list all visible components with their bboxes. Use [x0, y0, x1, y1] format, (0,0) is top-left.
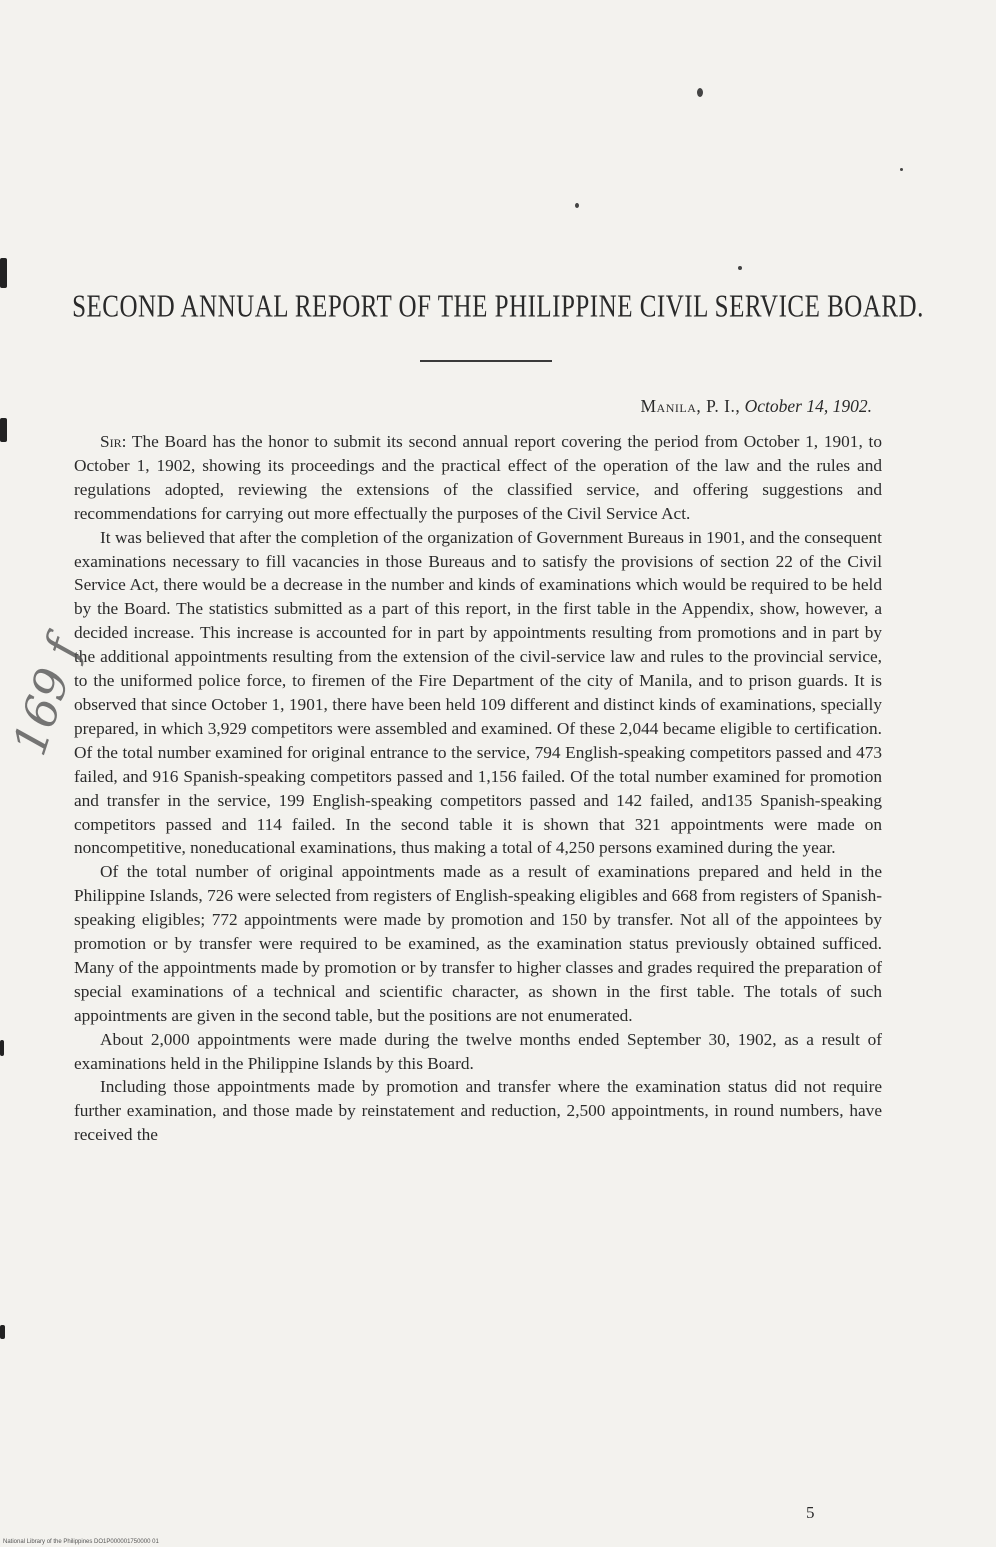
- paragraph-text: The Board has the honor to submit its second annual report covering the period from October 1, 1901, to October 1, 1902, showing its proceedings and the practical effect of the operation of the law and the rules and regulations adopted, reviewing the extensions of the classified service, and offering suggestions and recommendations for carrying out more effectually the purposes of the Civil Service Act.: [74, 432, 882, 523]
- paragraph: It was believed that after the completion of the organization of Government Bureaus in 1901, and the consequent examinations necessary to fill vacancies in those Bureaus and to satisfy the provisions of section 22 of the Civil Service Act, there would be a decrease in the number and kinds of examinations which would be required to be held by the Board. The statistics submitted as a part of this report, in the first table in the Appendix, show, however, a decided increase. This increase is accounted for in part by appointments resulting from promotions and in part by the additional appointments resulting from the extension of the civil-service law and rules to the provincial service, to the uniformed police force, to firemen of the Fire Department of the city of Manila, and to prison guards. It is observed that since October 1, 1901, there have been held 109 different and distinct kinds of examinations, specially prepared, in which 3,929 competitors were assembled and examined. Of these 2,044 became eligible to certification. Of the total number examined for original entrance to the service, 794 English-speaking competitors passed and 473 failed, and 916 Spanish-speaking competitors passed and 1,156 failed. Of the total number examined for promotion and transfer in the service, 199 English-speaking competitors passed and 142 failed, and135 Spanish-speaking competitors passed and 114 failed. In the second table it is shown that 321 appointments were made on noncompetitive, noneducational examinations, thus making a total of 4,250 persons examined during the year.: [74, 527, 882, 858]
- binding-mark: [0, 258, 7, 288]
- ink-speck: [738, 266, 742, 270]
- ink-speck: [697, 88, 703, 97]
- paragraph: Including those appointments made by promotion and transfer where the examination status did not require further examination, and those made by reinstatement and reduction, 2,500 appointments, in round numbers, have received the: [74, 1077, 882, 1145]
- dateline-place: Manila, P. I.,: [640, 396, 741, 416]
- dateline: [641, 396, 873, 417]
- title-divider: [420, 360, 552, 362]
- paragraph: About 2,000 appointments were made during the twelve months ended September 30, 1902, as a result of examinations held in the Philippine Islands by this Board.: [74, 1029, 882, 1073]
- salutation: Sir:: [100, 432, 127, 451]
- scan-credit: National Library of the Philippines DO1P000001750000 01: [3, 1539, 159, 1545]
- paragraph: Of the total number of original appointments made as a result of examinations prepared and held in the Philippine Islands, 726 were selected from registers of English-speaking eligibles and 668 from registers of Spanish-speaking eligibles; 772 appointments were made by promotion and 150 by transfer. Not all of the appointees by promotion or by transfer were required to be examined, as the examination status previously obtained sufficed. Many of the appointments made by promotion or by transfer to higher classes and grades required the preparation of special examinations of a technical and scientific character, as shown in the first table. The totals of such appointments are given in the second table, but the positions are not enumerated.: [74, 862, 882, 1025]
- binding-mark: [0, 418, 7, 442]
- binding-mark: [0, 1325, 5, 1339]
- paragraph: [74, 430, 882, 526]
- binding-mark: [0, 1040, 4, 1056]
- handwritten-margin-note: 169 f: [2, 631, 91, 762]
- page-number: 5: [806, 1503, 815, 1522]
- ink-speck: [900, 168, 903, 171]
- ink-speck: [575, 203, 579, 208]
- report-title: SECOND ANNUAL REPORT OF THE PHILIPPINE CIVIL SERVICE BOARD.: [72, 290, 924, 324]
- dateline-date: October 14, 1902.: [744, 396, 872, 416]
- report-body: [74, 430, 882, 1147]
